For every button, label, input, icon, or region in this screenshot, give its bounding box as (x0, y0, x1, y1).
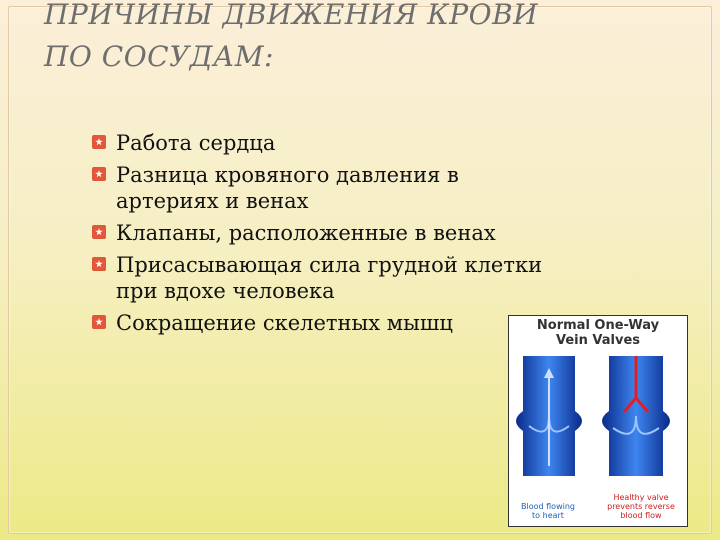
bullet-text: Клапаны, расположенные в венах (116, 221, 496, 245)
left-label-line-1: Blood flowing (521, 502, 575, 511)
left-label-line-2: to heart (532, 511, 564, 520)
caption-line-2: Vein Valves (555, 333, 640, 348)
star-box-icon (92, 135, 106, 149)
bullet-text: Разница кровяного давления в (116, 163, 459, 187)
bullet-item (92, 130, 612, 156)
slide-title (44, 0, 664, 78)
right-label-line-2: prevents reverse (607, 502, 675, 511)
star-box-icon (92, 167, 106, 181)
bullet-text-cont: артериях и венах (116, 189, 309, 213)
bullet-item (92, 220, 612, 246)
title-line-2: ПО СОСУДАМ: (44, 40, 274, 73)
bullet-item (92, 252, 612, 304)
star-box-icon (92, 257, 106, 271)
star-box-icon (92, 315, 106, 329)
title-line-1: ПРИЧИНЫ ДВИЖЕНИЯ КРОВИ (44, 0, 539, 31)
left-label (513, 502, 583, 520)
right-label-line-1: Healthy valve (613, 493, 669, 502)
caption-line-1: Normal One-Way (536, 318, 660, 333)
vein-valve-diagram (508, 315, 688, 527)
bullet-text-cont: при вдохе человека (116, 279, 335, 303)
bullet-list (92, 130, 612, 342)
star-box-icon (92, 225, 106, 239)
right-label-line-3: blood flow (620, 511, 662, 520)
bullet-text: Сокращение скелетных мышц (116, 311, 453, 335)
bullet-text: Работа сердца (116, 131, 276, 155)
bullet-item (92, 162, 612, 214)
bullet-text: Присасывающая сила грудной клетки (116, 253, 543, 277)
right-label (599, 493, 683, 520)
